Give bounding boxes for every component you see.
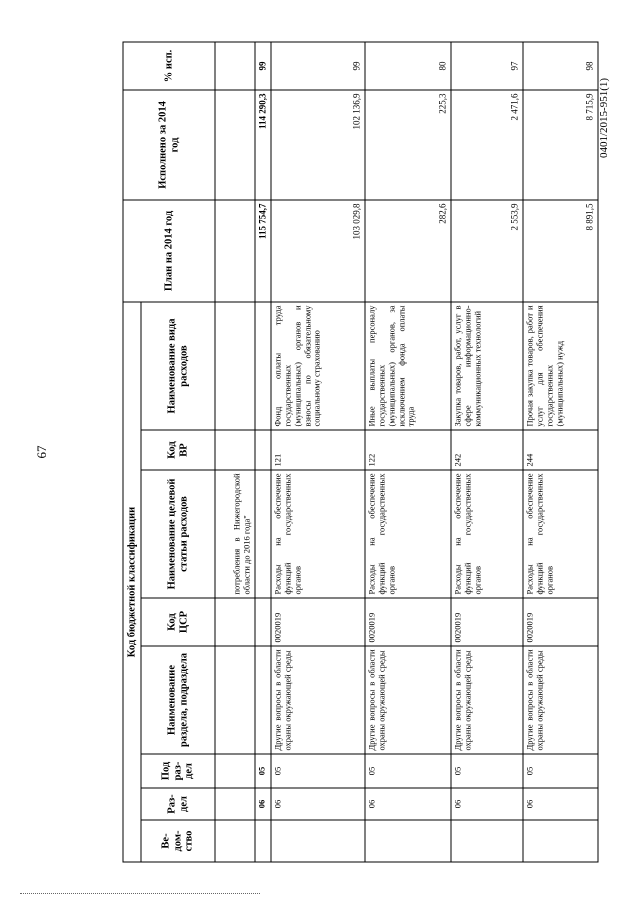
header-csr: Код ЦСР bbox=[141, 598, 215, 646]
table-row bbox=[215, 42, 255, 862]
cell-razdel: 06 bbox=[451, 788, 523, 820]
cell-ved bbox=[215, 820, 255, 862]
header-pct: % исп. bbox=[123, 42, 215, 90]
cell-fact: 114 290,3 bbox=[255, 90, 271, 200]
cell-pct: 98 bbox=[523, 42, 598, 90]
header-vr-name: Наименование вида расходов bbox=[141, 302, 215, 430]
cell-ved bbox=[451, 820, 523, 862]
cell-csr bbox=[255, 598, 271, 646]
cell-vr-name bbox=[215, 302, 255, 430]
cell-csr: 0020019 bbox=[451, 598, 523, 646]
table-row bbox=[365, 42, 451, 862]
header-plan: План на 2014 год bbox=[123, 200, 215, 302]
cell-fact: 8 715,9 bbox=[523, 90, 598, 200]
cell-vr-name: Фонд оплаты труда государственных (муниципальных) органов и взносы по обязательному социальному страхованию bbox=[271, 302, 365, 430]
header-group-classification: Код бюджетной классификации bbox=[123, 302, 141, 862]
cell-razdel-name: Другие вопросы в области охраны окружающей среды bbox=[271, 646, 365, 754]
cell-vr-name: Прочая закупка товаров, работ и услуг для обеспечения государственных (муниципальных) нужд bbox=[523, 302, 598, 430]
cell-plan: 103 029,8 bbox=[271, 200, 365, 302]
cell-razdel-name: Другие вопросы в области охраны окружающей среды bbox=[451, 646, 523, 754]
cell-vr: 121 bbox=[271, 430, 365, 470]
cell-podrazdel: 05 bbox=[365, 754, 451, 788]
cell-podrazdel bbox=[215, 754, 255, 788]
page-number: 67 bbox=[34, 445, 49, 459]
cell-ved bbox=[271, 820, 365, 862]
header-fact: Исполнено за 2014 год bbox=[123, 90, 215, 200]
cell-ved bbox=[255, 820, 271, 862]
cell-pct: 99 bbox=[271, 42, 365, 90]
cell-podrazdel: 05 bbox=[451, 754, 523, 788]
cell-plan: 115 754,7 bbox=[255, 200, 271, 302]
cell-plan: 8 891,5 bbox=[523, 200, 598, 302]
cell-vr-name bbox=[255, 302, 271, 430]
cell-ved bbox=[365, 820, 451, 862]
header-razdel-name: Наименование раздела, подраздела bbox=[141, 646, 215, 754]
cell-vr bbox=[255, 430, 271, 470]
cell-razdel: 06 bbox=[271, 788, 365, 820]
cell-csr-name: Расходы на обеспечение функций государственных органов bbox=[365, 470, 451, 598]
table-row-total bbox=[255, 42, 271, 862]
cell-razdel: 06 bbox=[523, 788, 598, 820]
cell-plan: 282,6 bbox=[365, 200, 451, 302]
cell-vr-name: Иные выплаты персоналу государственных (муниципальных) органов, за исключением фонда оплаты труда bbox=[365, 302, 451, 430]
cell-fact: 225,3 bbox=[365, 90, 451, 200]
table-row bbox=[271, 42, 365, 862]
header-vr: Код ВР bbox=[141, 430, 215, 470]
header-podrazdel: Под раз-дел bbox=[141, 754, 215, 788]
cell-pct bbox=[215, 42, 255, 90]
cell-pct: 97 bbox=[451, 42, 523, 90]
cell-razdel-name: Другие вопросы в области охраны окружающей среды bbox=[365, 646, 451, 754]
cell-fact bbox=[215, 90, 255, 200]
cell-vr-name: Закупка товаров, работ, услуг в сфере информационно-коммуникационных технологий bbox=[451, 302, 523, 430]
cell-razdel-name: Другие вопросы в области охраны окружающей среды bbox=[523, 646, 598, 754]
cell-vr: 242 bbox=[451, 430, 523, 470]
cell-razdel: 06 bbox=[365, 788, 451, 820]
bottom-dotted-line bbox=[20, 893, 260, 894]
cell-csr-name: потребления в Нижегородской области до 2016 года" bbox=[215, 470, 255, 598]
cell-plan: 2 553,9 bbox=[451, 200, 523, 302]
rotated-table-container bbox=[123, 43, 595, 863]
cell-pct: 80 bbox=[365, 42, 451, 90]
cell-csr bbox=[215, 598, 255, 646]
cell-csr-name bbox=[255, 470, 271, 598]
table-row bbox=[451, 42, 523, 862]
header-csr-name: Наименование целевой статьи расходов bbox=[141, 470, 215, 598]
cell-podrazdel: 05 bbox=[271, 754, 365, 788]
cell-razdel bbox=[215, 788, 255, 820]
cell-csr-name: Расходы на обеспечение функций государственных органов bbox=[271, 470, 365, 598]
document-code: 0401/2015-951(1) bbox=[598, 77, 610, 159]
cell-fact: 102 136,9 bbox=[271, 90, 365, 200]
budget-table bbox=[123, 41, 599, 862]
cell-ved bbox=[523, 820, 598, 862]
header-razdel: Раз-дел bbox=[141, 788, 215, 820]
cell-podrazdel: 05 bbox=[255, 754, 271, 788]
cell-csr-name: Расходы на обеспечение функций государственных органов bbox=[523, 470, 598, 598]
cell-csr: 0020019 bbox=[523, 598, 598, 646]
cell-vr: 244 bbox=[523, 430, 598, 470]
cell-csr: 0020019 bbox=[365, 598, 451, 646]
cell-razdel-name bbox=[215, 646, 255, 754]
cell-podrazdel: 05 bbox=[523, 754, 598, 788]
cell-plan bbox=[215, 200, 255, 302]
cell-razdel: 06 bbox=[255, 788, 271, 820]
cell-vr bbox=[215, 430, 255, 470]
cell-vr: 122 bbox=[365, 430, 451, 470]
cell-fact: 2 471,6 bbox=[451, 90, 523, 200]
cell-razdel-name bbox=[255, 646, 271, 754]
table-row bbox=[523, 42, 598, 862]
cell-csr: 0020019 bbox=[271, 598, 365, 646]
header-vedomstvo: Ве-дом-ство bbox=[141, 820, 215, 862]
cell-csr-name: Расходы на обеспечение функций государственных органов bbox=[451, 470, 523, 598]
cell-pct: 99 bbox=[255, 42, 271, 90]
